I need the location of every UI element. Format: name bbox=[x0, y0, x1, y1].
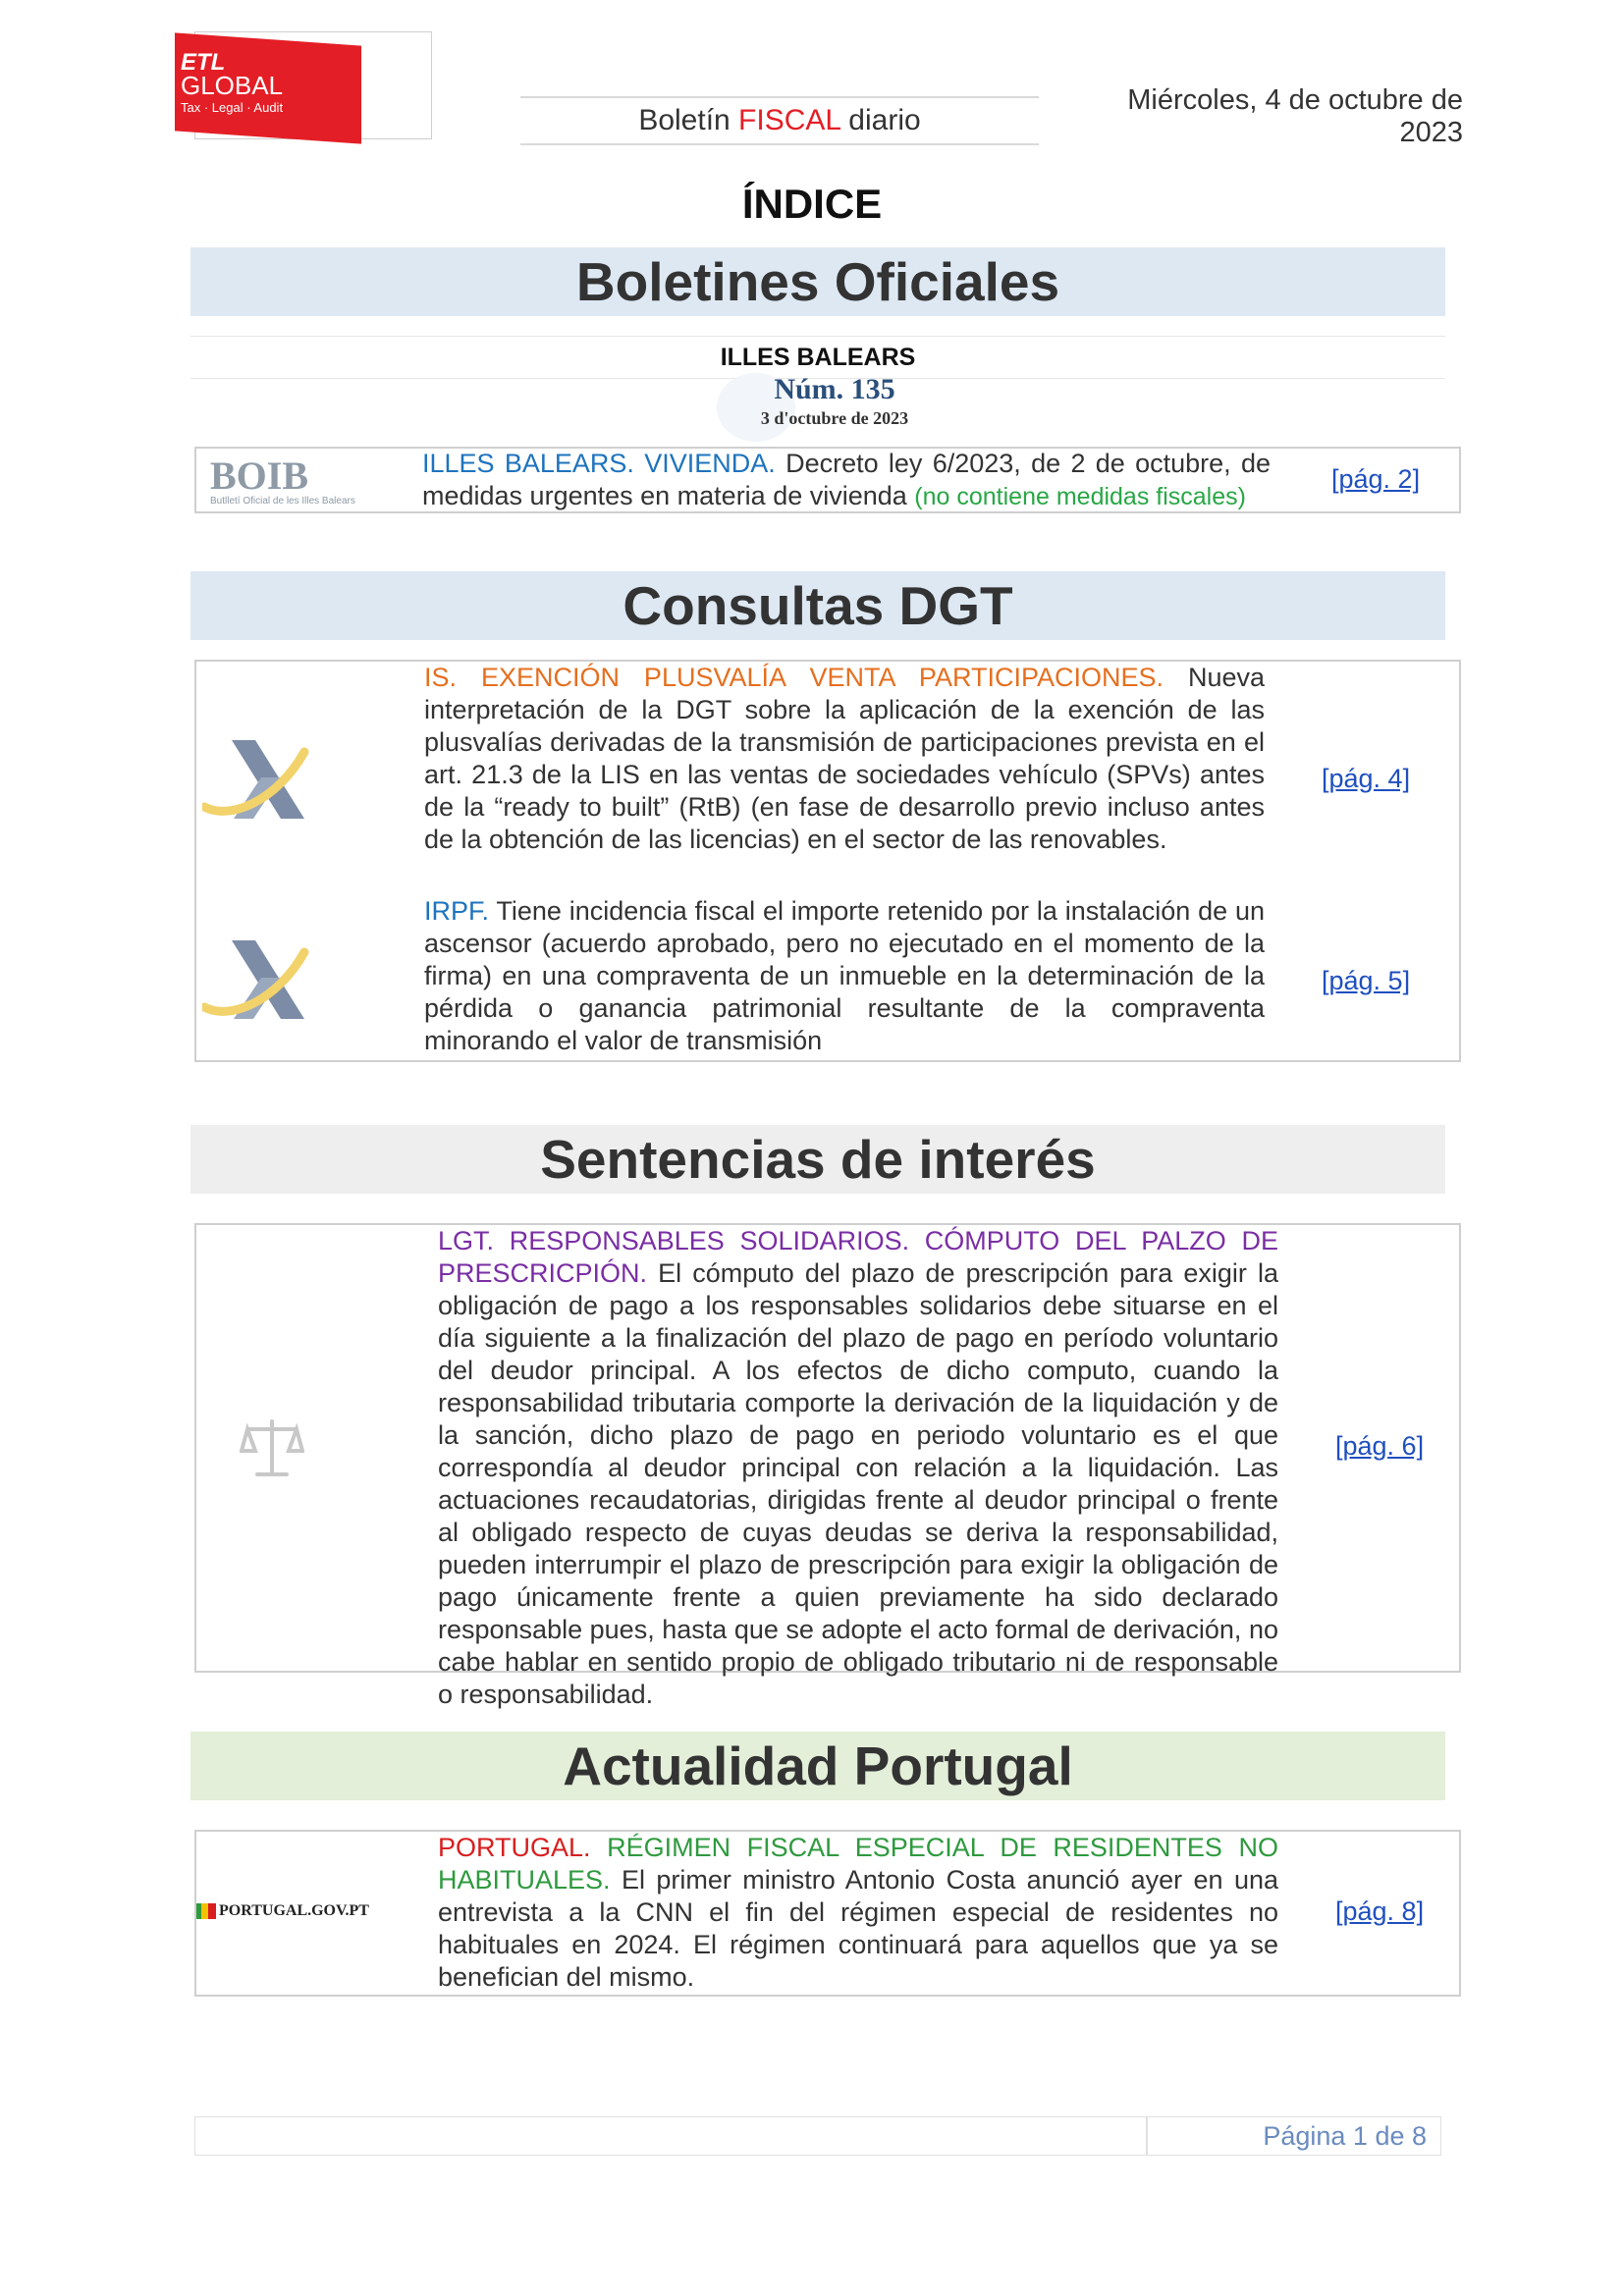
boletin-page-link[interactable]: [pág. 2] bbox=[1331, 464, 1421, 494]
page-number: Página 1 de 8 bbox=[1147, 2116, 1441, 2156]
boib-logo bbox=[210, 454, 406, 507]
boletin-item-box bbox=[194, 447, 1461, 513]
boletin-item-body: Decreto ley 6/2023, de 2 de octubre, de medidas urgentes en materia de vivienda bbox=[422, 449, 1271, 510]
bulletin-date: Miércoles, 4 de octubre de 2023 bbox=[1127, 84, 1463, 148]
sentencias-item-body: El cómputo del plazo de prescripción para exigir la obligación de pago a los responsables solidarios debe situarse en el día siguiente a la finalización del plazo de pago en período voluntario del deudor principal. A los efectos de dicho computo, cuando la responsabilidad tributaria comporte la derivación de la liquidación y de la sanción, dicho plazo de pago en periodo voluntario es el que correspondía al deudor principal con relación a la liquidación. Las actuaciones recaudatorias, dirigidas frente al deudor principal o frente al obligado respecto de cuyas deudas se deriva la responsabilidad, pueden interrumpir el plazo de prescripción para exigir la obligación de pago únicamente frente a quien previamente ha sido declarado responsable pues, hasta que se adopte el acto formal de derivación, no cabe hablar en sentido propio de obligado tributario ni de responsable o responsabilidad. bbox=[438, 1258, 1278, 1709]
bulletin-title bbox=[520, 96, 1039, 145]
sentencias-page-link[interactable]: [pág. 6] bbox=[1335, 1431, 1425, 1461]
region-label: ILLES BALEARS bbox=[190, 336, 1445, 379]
section-title-sentencias: Sentencias de interés bbox=[190, 1125, 1445, 1194]
section-title-consultas: Consultas DGT bbox=[190, 571, 1445, 640]
aeat-logo-icon bbox=[202, 934, 312, 1025]
boletin-item-heading: ILLES BALEARS. VIVIENDA. bbox=[422, 449, 776, 478]
sentencias-item-heading: LGT. RESPONSABLES SOLIDARIOS. CÓMPUTO DEL PALZO DE PRESCRICPIÓN. bbox=[438, 1226, 1278, 1288]
section-title-portugal: Actualidad Portugal bbox=[190, 1732, 1445, 1800]
bulletin-suffix: diario bbox=[839, 104, 921, 136]
portugal-item-heading-red: PORTUGAL. bbox=[438, 1833, 591, 1862]
flag-red-stripe bbox=[208, 1903, 216, 1919]
portugal-item-text bbox=[438, 1832, 1278, 1994]
flag-yellow-stripe bbox=[201, 1903, 208, 1919]
logo-line1: ETL bbox=[181, 49, 226, 76]
sentencias-item-box bbox=[194, 1223, 1461, 1709]
gazette-date: 3 d'octubre de 2023 bbox=[760, 408, 909, 428]
footer-left-cell bbox=[194, 2116, 1147, 2156]
boib-logo-text: BOIB bbox=[210, 454, 309, 498]
gazette-masthead bbox=[687, 373, 943, 444]
consultas-item1-body: Nueva interpretación de la DGT sobre la aplicación de la exención de las plusvalías derivadas de la transmisión de participaciones prevista en el art. 21.3 de la LIS en las ventas de sociedades vehículo (SPVs) antes de la “ready to built” (RtB) (en fase de desarrollo previo incluso antes de la obtención de las licencias) en el sector de las renovables. bbox=[424, 663, 1265, 854]
portugal-gov-logo-text: PORTUGAL.GOV.PT bbox=[219, 1902, 369, 1919]
sentencias-item-text bbox=[438, 1225, 1278, 1711]
consultas-item-box bbox=[194, 660, 1461, 1062]
aeat-logo-icon bbox=[202, 734, 312, 825]
consultas-item1-text bbox=[424, 662, 1265, 856]
consultas-item1-page-link[interactable]: [pág. 4] bbox=[1322, 764, 1411, 793]
portugal-item-box bbox=[194, 1830, 1461, 1997]
portugal-gov-logo bbox=[196, 1902, 403, 1924]
portugal-page-link[interactable]: [pág. 8] bbox=[1335, 1896, 1425, 1926]
consultas-item2-page-link[interactable]: [pág. 5] bbox=[1322, 966, 1411, 995]
consultas-item1-heading: IS. EXENCIÓN PLUSVALÍA VENTA PARTICIPACIONES. bbox=[424, 663, 1164, 692]
boib-logo-subtext: Butlletí Oficial de les Illes Balears bbox=[210, 496, 355, 507]
scales-of-justice-icon bbox=[240, 1415, 304, 1480]
boletin-item-text bbox=[422, 448, 1271, 513]
consultas-item2-heading: IRPF. bbox=[424, 896, 490, 926]
consultas-item2-text bbox=[424, 895, 1265, 1057]
boletin-item-note: (no contiene medidas fiscales) bbox=[914, 483, 1246, 510]
consultas-item2-body: Tiene incidencia fiscal el importe retenido por la instalación de un ascensor (acuerdo aprobado, pero no ejecutado en el momento de la firma) en una compraventa de un inmueble en la determinación de la pérdida o ganancia patrimonial resultante de la compraventa minorando el valor de transmisión bbox=[424, 896, 1265, 1055]
bulletin-highlight: FISCAL bbox=[738, 104, 840, 136]
bulletin-prefix: Boletín bbox=[638, 104, 739, 136]
gazette-number: Núm. 135 bbox=[774, 373, 895, 405]
portugal-item-body: El primer ministro Antonio Costa anunció ayer en una entrevista a la CNN el fin del régimen especial de residentes no habituales en 2024. El régimen continuará para aquellos que ya se benefician del mismo. bbox=[438, 1865, 1278, 1992]
index-title: ÍNDICE bbox=[741, 181, 883, 227]
logo-line2: GLOBAL bbox=[181, 71, 284, 100]
etl-global-logo bbox=[165, 31, 430, 149]
portugal-item-heading-green: RÉGIMEN FISCAL ESPECIAL DE RESIDENTES NO HABITUALES. bbox=[438, 1833, 1278, 1895]
section-title-boletines: Boletines Oficiales bbox=[190, 247, 1445, 316]
logo-line3: Tax · Legal · Audit bbox=[181, 100, 284, 115]
